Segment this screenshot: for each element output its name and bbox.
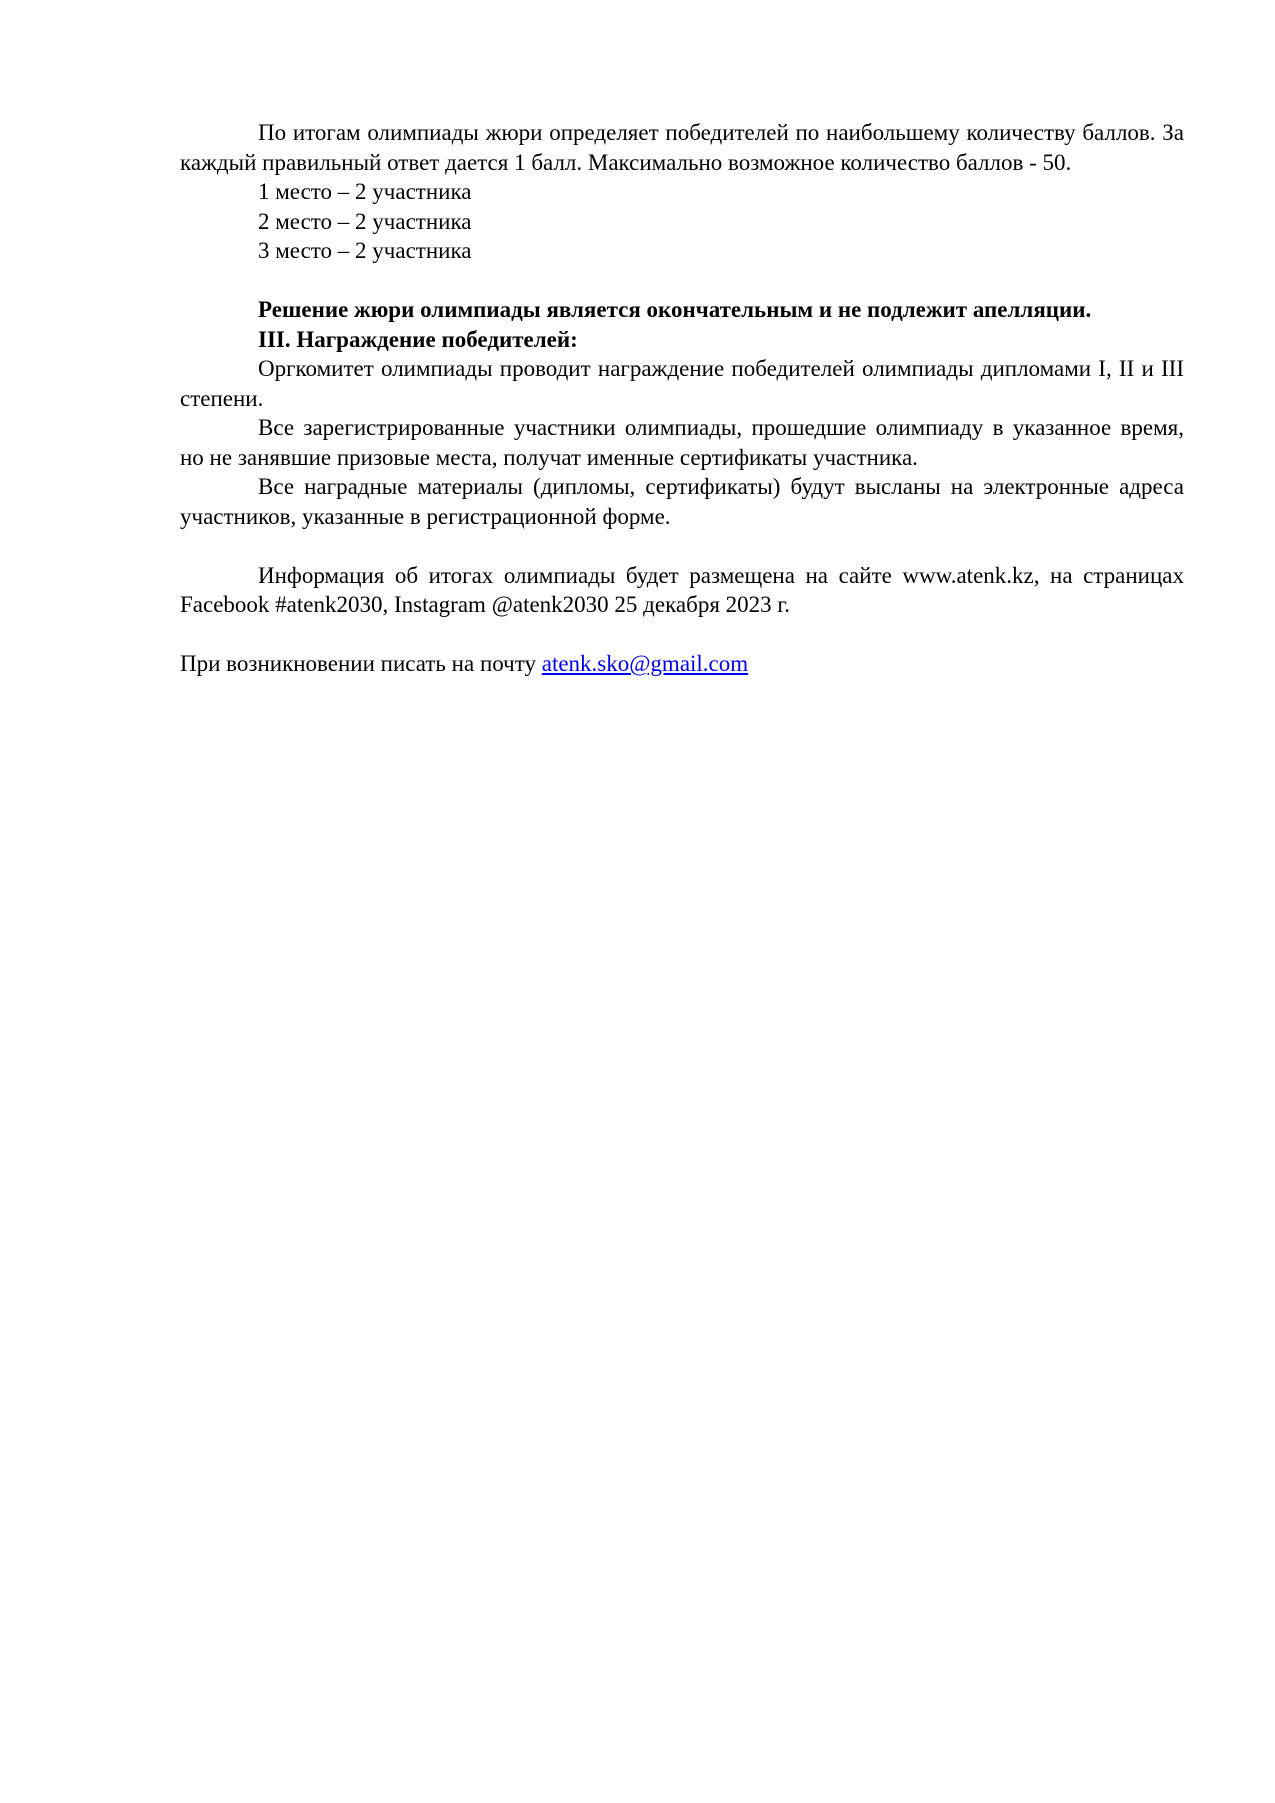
results-intro-paragraph: По итогам олимпиады жюри определяет победителей по наибольшему количеству баллов. За каждый правильный ответ дается 1 балл. Максимально возможное количество баллов - 50. <box>180 120 1184 175</box>
spacer <box>180 266 1184 296</box>
section-heading: III. Награждение победителей: <box>258 326 578 352</box>
award-ceremony-paragraph: Оргкомитет олимпиады проводит награждение победителей олимпиады дипломами I, II и III степени. <box>180 356 1184 411</box>
document-body <box>180 118 1184 679</box>
place-line-1: 1 место – 2 участника <box>258 179 472 204</box>
info-paragraph: Информация об итогах олимпиады будет размещена на сайте www.atenk.kz, на страницах Facebook #atenk2030, Instagram @atenk2030 25 декабря 2023 г. <box>180 562 1184 617</box>
certificates-paragraph: Все зарегистрированные участники олимпиады, прошедшие олимпиаду в указанное время, но не занявшие призовые места, получат именные сертификаты участника. <box>180 415 1184 470</box>
spacer <box>180 620 1184 650</box>
contact-prefix: При возникновении писать на почту <box>180 651 536 676</box>
jury-decision-paragraph: Решение жюри олимпиады является окончательным и не подлежит апелляции. <box>258 297 1092 322</box>
place-line-2: 2 место – 2 участника <box>258 208 472 234</box>
email-link[interactable]: atenk.sko@gmail.com <box>541 651 749 676</box>
spacer <box>180 531 1184 561</box>
materials-paragraph: Все наградные материалы (дипломы, сертификаты) будут высланы на электронные адреса участников, указанные в регистрационной форме. <box>180 474 1184 529</box>
place-line-3: 3 место – 2 участника <box>258 238 472 263</box>
contact-line <box>180 649 1184 679</box>
